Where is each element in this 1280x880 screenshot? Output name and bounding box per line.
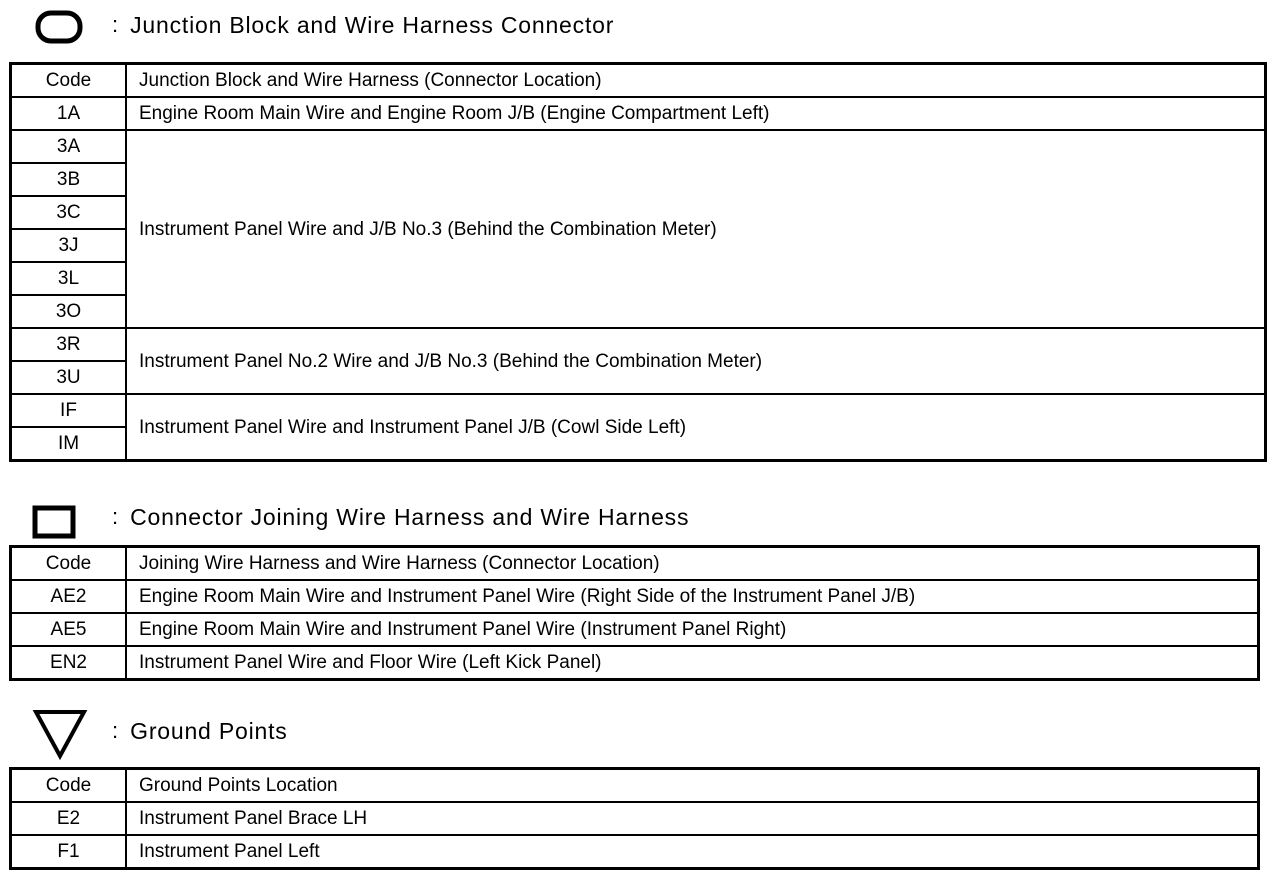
code-cell: AE5 [11,613,127,646]
heading-colon: : [112,12,119,37]
ground-point-icon [32,708,88,760]
location-column-header: Junction Block and Wire Harness (Connector Location) [126,64,1266,98]
section-title: Connector Joining Wire Harness and Wire Harness [130,503,690,530]
table-row [11,613,1259,646]
code-cell: F1 [11,835,127,869]
code-cell: 1A [11,97,127,130]
code-column-header: Code [11,64,127,98]
code-column-header: Code [11,547,127,581]
ground-points-heading [112,711,288,751]
code-cell: 3B [11,163,127,196]
wire-harness-table [9,545,1260,681]
ground-points-table [9,767,1260,870]
heading-colon: : [112,718,119,743]
table-row [11,646,1259,680]
location-cell: Instrument Panel Wire and J/B No.3 (Behind the Combination Meter) [126,130,1266,328]
code-cell: 3R [11,328,127,361]
code-cell: 3J [11,229,127,262]
wire-harness-heading [112,497,689,537]
table-header-row [11,769,1259,803]
heading-colon: : [112,504,119,529]
location-cell: Engine Room Main Wire and Instrument Panel Wire (Right Side of the Instrument Panel J/B) [126,580,1259,613]
code-cell: 3A [11,130,127,163]
table-row [11,394,1266,427]
junction-block-table [9,62,1267,462]
location-column-header: Ground Points Location [126,769,1259,803]
code-cell: IF [11,394,127,427]
location-cell: Instrument Panel Brace LH [126,802,1259,835]
location-column-header: Joining Wire Harness and Wire Harness (Connector Location) [126,547,1259,581]
code-cell: EN2 [11,646,127,680]
code-cell: 3L [11,262,127,295]
junction-block-connector-icon [34,8,84,46]
code-cell: AE2 [11,580,127,613]
location-cell: Engine Room Main Wire and Instrument Panel Wire (Instrument Panel Right) [126,613,1259,646]
location-cell: Instrument Panel Left [126,835,1259,869]
code-cell: 3O [11,295,127,328]
code-cell: IM [11,427,127,461]
code-cell: E2 [11,802,127,835]
table-row [11,802,1259,835]
code-cell: 3C [11,196,127,229]
code-column-header: Code [11,769,127,803]
junction-block-heading [112,5,614,45]
table-header-row [11,547,1259,581]
code-cell: 3U [11,361,127,394]
location-cell: Engine Room Main Wire and Engine Room J/B (Engine Compartment Left) [126,97,1266,130]
location-cell: Instrument Panel No.2 Wire and J/B No.3 (Behind the Combination Meter) [126,328,1266,394]
table-row [11,580,1259,613]
table-row [11,328,1266,361]
table-row [11,130,1266,163]
table-header-row [11,64,1266,98]
location-cell: Instrument Panel Wire and Floor Wire (Left Kick Panel) [126,646,1259,680]
section-title: Ground Points [130,717,288,744]
wire-harness-connector-icon [32,504,78,540]
table-row [11,835,1259,869]
location-cell: Instrument Panel Wire and Instrument Panel J/B (Cowl Side Left) [126,394,1266,461]
table-row [11,97,1266,130]
section-title: Junction Block and Wire Harness Connector [130,11,615,38]
